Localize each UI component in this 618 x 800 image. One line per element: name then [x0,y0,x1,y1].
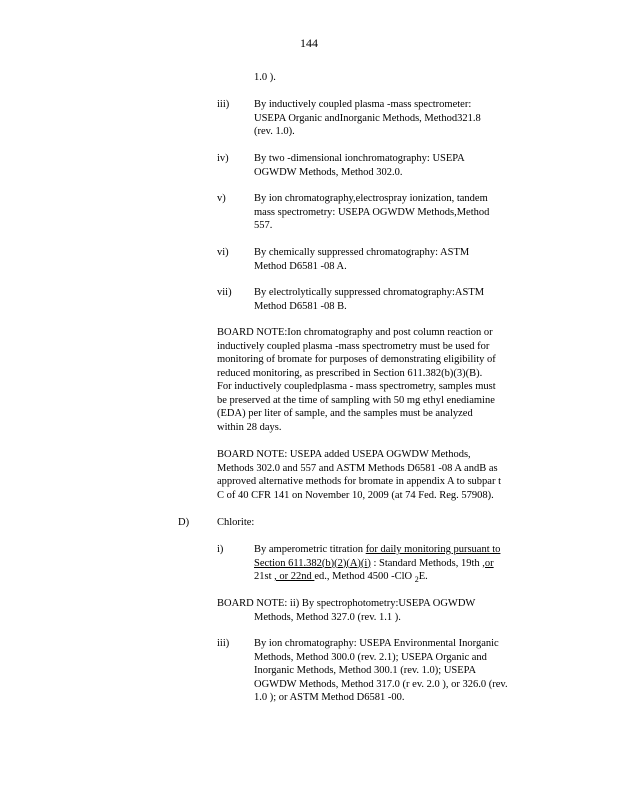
item-line: Method D6581 -08 A. [254,260,347,272]
note-line: BOARD NOTE: ii) By spectrophotometry:USEPA OGWDW [217,598,476,609]
item-line: USEPA Organic andInorganic Methods, Method321.8 [254,112,481,124]
note-line: Methods 302.0 and 557 and ASTM Methods D6581 -08 A andB as [217,462,498,474]
note-line: monitoring of bromate for purposes of demonstrating eligibility of [217,354,496,365]
note-line: BOARD NOTE:Ion chromatography and post column reaction or [217,327,493,338]
item-line: By two -dimensional ionchromatography: USEPA [254,153,465,164]
item-line: Inorganic Methods, Method 300.1 (rev. 1.0); USEPA [254,665,477,676]
section-d-label: D) [178,517,190,528]
note-line: C of 40 CFR 141 on November 10, 2009 (at 74 Fed. Reg. 57908). [217,489,494,501]
item-line: By inductively coupled plasma -mass spectrometer: [254,99,472,110]
item-line: 557. [254,220,273,231]
item-line: Methods, Method 300.0 (rev. 2.1); USEPA Organic and [254,651,487,663]
note-line: (EDA) per liter of sample, and the samples must be analyzed [217,408,473,419]
note-line: inductively coupled plasma -mass spectrometry must be used for [217,340,490,352]
item-number: iii) [217,99,230,110]
item-line: 1.0 ); or ASTM Method D6581 -00. [254,692,405,703]
item-number: iv) [217,153,229,164]
item-line: mass spectrometry: USEPA OGWDW Methods,Method [254,206,490,218]
item-line: Section 611.382(b)(2)(A)(i) : Standard Methods, 19th ,or [254,557,494,569]
item-line: By chemically suppressed chromatography: ASTM [254,247,470,258]
item-line: 21st , or 22nd ed., Method 4500 -ClO $_2$E. [254,571,428,585]
item-line: (rev. 1.0). [254,126,295,137]
note-line: BOARD NOTE: USEPA added USEPA OGWDW Methods, [217,449,471,460]
item-number: v) [217,193,226,204]
note-line: be preserved at the time of sampling with 50 mg ethyl enediamine [217,394,495,406]
continuation-text: 1.0 ). [254,72,276,83]
item-number: iii) [217,638,230,649]
section-d-title: Chlorite: [217,517,255,528]
note-line: Methods, Method 327.0 (rev. 1.1 ). [254,611,401,623]
item-line: By electrolytically suppressed chromatography:ASTM [254,287,485,298]
item-line: By amperometric titration for daily monitoring pursuant to [254,544,501,555]
item-line: By ion chromatography: USEPA Environmental Inorganic [254,638,499,649]
item-number: vii) [217,287,232,298]
note-line: For inductively coupledplasma - mass spectrometry, samples must [217,381,496,392]
item-number: vi) [217,247,229,258]
item-line: OGWDW Methods, Method 317.0 (r ev. 2.0 ), or 326.0 (rev. [254,678,508,690]
item-line: By ion chromatography,electrospray ionization, tandem [254,193,488,204]
page-number: 144 [300,36,318,50]
note-line: reduced monitoring, as prescribed in Section 611.382(b)(3)(B). [217,367,483,379]
note-line: within 28 days. [217,421,282,433]
item-line: Method D6581 -08 B. [254,300,347,312]
item-line: OGWDW Methods, Method 302.0. [254,166,403,178]
item-number: i) [217,544,224,555]
note-line: approved alternative methods for bromate in appendix A to subpar t [217,476,502,487]
